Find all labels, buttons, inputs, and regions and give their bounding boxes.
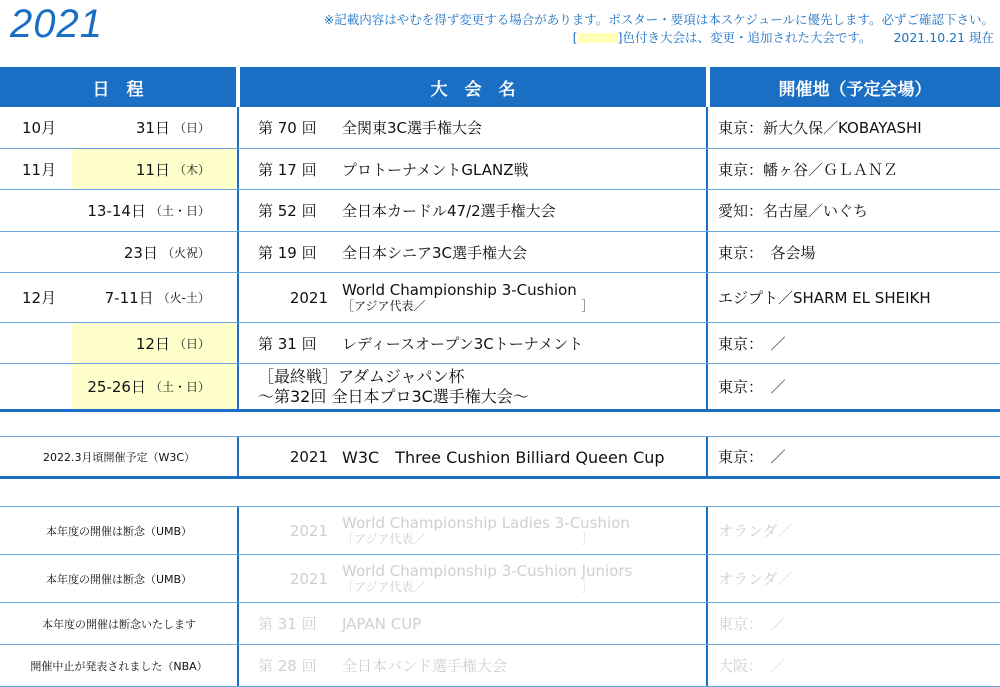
col-header-event: 大 会 名 — [240, 67, 706, 107]
edition: 第 31 回 — [258, 615, 317, 633]
edition: 第 70 回 — [258, 119, 317, 137]
day — [72, 190, 236, 231]
event-title: W3C Three Cushion Billiard Queen Cup — [342, 448, 665, 467]
table-row — [0, 507, 1000, 555]
day-of-week: （日） — [173, 121, 210, 135]
edition: 2021 — [289, 288, 328, 307]
table-row — [0, 364, 1000, 412]
day-value: 11日 — [135, 160, 170, 179]
event-title-main: World Championship 3-Cushion — [342, 280, 577, 299]
event-title: 全日本カードル47/2選手権大会 — [342, 202, 556, 220]
table-row — [0, 190, 1000, 232]
day-of-week: （木） — [173, 162, 210, 177]
event-title-line2: ～第32回 全日本プロ3C選手権大会～ — [258, 386, 529, 406]
row-note: 本年度の開催は断念（UMB） — [45, 524, 193, 538]
event-title: 全日本バンド選手権大会 — [342, 657, 508, 675]
event-title: JAPAN CUP — [342, 614, 422, 633]
month: 10月 — [22, 119, 57, 137]
edition: 第 52 回 — [258, 202, 317, 220]
legend-open: [ — [572, 30, 578, 45]
event-title: プロトーナメントGLANZ戦 — [342, 160, 529, 179]
day — [72, 364, 236, 409]
edition: 2021 — [289, 447, 328, 466]
event-title — [342, 273, 702, 322]
venue: 東京：新大久保／KOBAYASHI — [718, 119, 922, 137]
table-row — [0, 555, 1000, 603]
edition: 第 28 回 — [258, 657, 317, 675]
row-note: 本年度の開催は断念（UMB） — [45, 572, 193, 586]
day — [72, 273, 236, 322]
edition: 2021 — [289, 521, 328, 540]
day-value: 25-26日 — [87, 378, 146, 396]
day-of-week: （土・日） — [149, 380, 210, 394]
day — [72, 149, 236, 189]
venue: エジプト／SHARM EL SHEIKH — [718, 289, 931, 307]
table-row — [0, 273, 1000, 323]
row-note: 本年度の開催は断念いたします — [42, 617, 196, 631]
event-title-main: World Championship 3-Cushion Juniors — [342, 561, 633, 580]
venue: 東京： ／ — [718, 615, 786, 633]
row-note: 2022.3月頃開催予定（W3C） — [42, 450, 196, 464]
spacer-row — [0, 479, 1000, 507]
table-row — [0, 437, 1000, 479]
day — [72, 232, 236, 272]
day-value: 31日 — [135, 119, 170, 137]
venue: オランダ／ — [718, 522, 793, 540]
legend-text: ]色付き大会は、変更・追加された大会です。 — [617, 30, 872, 45]
disclaimer-note: ※記載内容はやむを得ず変更する場合があります。ポスター・要項は本スケジュールに優先します。必ずご確認下さい。 — [323, 12, 994, 27]
month: 11月 — [22, 160, 57, 179]
event-title: 全日本シニア3C選手権大会 — [342, 243, 528, 262]
day — [72, 323, 236, 363]
edition: 第 19 回 — [258, 243, 317, 262]
month: 12月 — [22, 289, 57, 307]
day-of-week: （日） — [173, 336, 210, 351]
venue: 東京：幡ヶ谷／ＧＬＡＮＺ — [718, 160, 899, 179]
event-title — [342, 507, 702, 554]
event-title-sub: ［アジア代表／ ］ — [342, 298, 594, 313]
day-of-week: （土・日） — [149, 204, 210, 218]
event-title-sub: ［アジア代表／ ］ — [342, 579, 594, 594]
event-title — [342, 555, 702, 602]
event-title-line1: ［最終戦］アダムジャパン杯 — [258, 366, 465, 386]
event-title: 全関東3C選手権大会 — [342, 119, 483, 137]
day-of-week: （火祝） — [161, 245, 210, 260]
table-row — [0, 603, 1000, 645]
day-value: 13-14日 — [87, 202, 146, 220]
edition: 第 31 回 — [258, 334, 317, 353]
year-title: 2021 — [10, 2, 103, 46]
day-of-week: （火-土） — [157, 291, 210, 305]
row-note: 開催中止が発表されました（NBA） — [30, 659, 208, 673]
venue: 東京： ／ — [718, 378, 786, 396]
venue: 東京： ／ — [718, 448, 786, 466]
event-title: レディースオープン3Cトーナメント — [342, 334, 584, 353]
table-row — [0, 645, 1000, 687]
table-row — [0, 107, 1000, 149]
col-header-schedule: 日 程 — [0, 67, 236, 107]
col-header-venue: 開催地（予定会場） — [710, 67, 1000, 107]
venue: オランダ／ — [718, 570, 793, 588]
venue: 東京： ／ — [718, 334, 786, 353]
as-of-date: 2021.10.21 現在 — [893, 30, 994, 45]
spacer-row — [0, 412, 1000, 437]
day-value: 23日 — [123, 243, 158, 262]
legend-note — [573, 28, 994, 46]
table-row — [0, 323, 1000, 364]
event-title — [258, 364, 698, 409]
edition: 2021 — [289, 569, 328, 588]
event-title-sub: ［アジア代表／ ］ — [342, 531, 594, 546]
table-row — [0, 149, 1000, 190]
venue: 東京： 各会場 — [718, 243, 816, 262]
highlight-swatch — [578, 33, 618, 43]
day-value: 12日 — [135, 334, 170, 353]
table-row — [0, 232, 1000, 273]
venue: 大阪： ／ — [718, 657, 786, 675]
day — [72, 107, 236, 148]
venue: 愛知：名古屋／いぐち — [718, 202, 869, 220]
day-value: 7-11日 — [104, 289, 154, 307]
edition: 第 17 回 — [258, 160, 317, 179]
event-title-main: World Championship Ladies 3-Cushion — [342, 513, 630, 532]
